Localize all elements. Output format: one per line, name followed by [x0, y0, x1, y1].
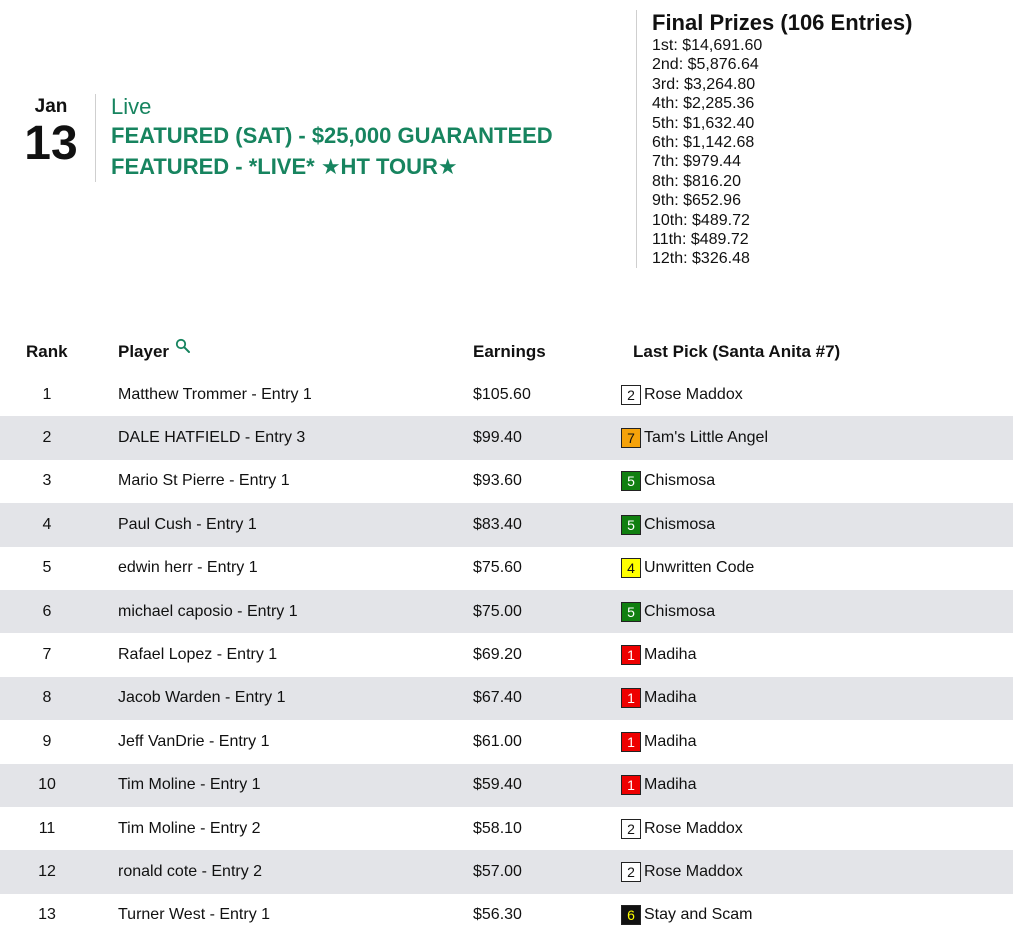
- earnings-cell: $93.60: [473, 472, 522, 490]
- last-pick: [621, 645, 696, 665]
- prize-item: 4th: $2,285.36: [652, 95, 755, 113]
- rank-cell: 12: [38, 862, 56, 880]
- earnings-cell: $69.20: [473, 646, 522, 664]
- prizes-title: Final Prizes (106 Entries): [652, 10, 913, 35]
- table-row[interactable]: [0, 807, 1013, 850]
- table-row[interactable]: [0, 677, 1013, 720]
- player-cell[interactable]: Tim Moline - Entry 1: [118, 776, 261, 794]
- rank-cell: 8: [42, 689, 52, 707]
- last-pick: [621, 515, 715, 535]
- earnings-cell: $58.10: [473, 819, 522, 837]
- event-title-line-2: FEATURED - *LIVE* ★HT TOUR★: [111, 154, 458, 179]
- last-pick: [621, 905, 753, 925]
- event-day: 13: [24, 117, 78, 170]
- rank-cell: 3: [42, 472, 52, 490]
- event-title-block: [111, 94, 553, 182]
- last-pick: [621, 819, 743, 839]
- post-position-badge: 1: [621, 645, 641, 665]
- table-row[interactable]: [0, 503, 1013, 546]
- post-position-badge: 5: [621, 515, 641, 535]
- last-pick-cell: [603, 460, 1013, 503]
- event-month: Jan: [34, 96, 68, 117]
- last-pick-cell: [603, 807, 1013, 850]
- earnings-cell: $75.00: [473, 602, 522, 620]
- player-cell[interactable]: Jeff VanDrie - Entry 1: [118, 732, 270, 750]
- last-pick: [621, 862, 743, 882]
- rank-cell: 9: [42, 732, 52, 750]
- last-pick-cell: [603, 894, 1013, 937]
- table-row[interactable]: [0, 633, 1013, 676]
- prize-item: 3rd: $3,264.80: [652, 75, 756, 93]
- horse-name: Rose Maddox: [644, 819, 743, 837]
- last-pick-cell: [603, 547, 1013, 590]
- player-cell[interactable]: Tim Moline - Entry 2: [118, 819, 261, 837]
- last-pick-cell: [603, 850, 1013, 893]
- last-pick-cell: [603, 590, 1013, 633]
- table-row[interactable]: [0, 416, 1013, 459]
- table-row[interactable]: [0, 590, 1013, 633]
- prize-item: 10th: $489.72: [652, 211, 750, 229]
- prize-list: [652, 36, 912, 269]
- post-position-badge: 5: [621, 602, 641, 622]
- table-row[interactable]: [0, 894, 1013, 937]
- table-row[interactable]: [0, 547, 1013, 590]
- post-position-badge: 2: [621, 385, 641, 405]
- header-rank: Rank: [26, 341, 68, 361]
- prize-item: 5th: $1,632.40: [652, 114, 755, 132]
- player-cell[interactable]: ronald cote - Entry 2: [118, 862, 263, 880]
- player-cell[interactable]: Jacob Warden - Entry 1: [118, 689, 286, 707]
- table-row[interactable]: [0, 850, 1013, 893]
- rank-cell: 5: [42, 559, 52, 577]
- horse-name: Rose Maddox: [644, 862, 743, 880]
- event-status: Live: [111, 94, 152, 119]
- post-position-badge: 5: [621, 471, 641, 491]
- post-position-badge: 2: [621, 819, 641, 839]
- rank-cell: 1: [42, 385, 52, 403]
- horse-name: Stay and Scam: [644, 906, 753, 924]
- header-divider-left: [95, 94, 96, 182]
- rank-cell: 7: [42, 646, 52, 664]
- prize-item: 12th: $326.48: [652, 250, 750, 268]
- last-pick-cell: [603, 503, 1013, 546]
- player-cell[interactable]: Mario St Pierre - Entry 1: [118, 472, 290, 490]
- last-pick: [621, 688, 696, 708]
- search-icon[interactable]: [175, 338, 191, 359]
- player-cell[interactable]: Paul Cush - Entry 1: [118, 515, 257, 533]
- post-position-badge: 7: [621, 428, 641, 448]
- prize-item: 11th: $489.72: [652, 231, 749, 249]
- earnings-cell: $61.00: [473, 732, 522, 750]
- post-position-badge: 1: [621, 732, 641, 752]
- earnings-cell: $57.00: [473, 862, 522, 880]
- earnings-cell: $56.30: [473, 906, 522, 924]
- player-cell[interactable]: Rafael Lopez - Entry 1: [118, 646, 278, 664]
- rank-cell: 2: [42, 429, 52, 447]
- header-player: [96, 330, 451, 373]
- table-header-row: [0, 330, 1013, 373]
- last-pick: [621, 385, 743, 405]
- header-player-label: Player: [118, 341, 170, 361]
- last-pick-cell: [603, 720, 1013, 763]
- leaderboard-table: [0, 330, 1013, 937]
- rank-cell: 4: [42, 515, 52, 533]
- prize-item: 2nd: $5,876.64: [652, 56, 759, 74]
- table-row[interactable]: [0, 764, 1013, 807]
- last-pick: [621, 558, 754, 578]
- rank-cell: 13: [38, 906, 56, 924]
- prize-item: 9th: $652.96: [652, 192, 741, 210]
- horse-name: Madiha: [644, 689, 697, 707]
- earnings-cell: $59.40: [473, 776, 522, 794]
- earnings-cell: $99.40: [473, 429, 522, 447]
- last-pick: [621, 775, 696, 795]
- player-cell[interactable]: DALE HATFIELD - Entry 3: [118, 429, 306, 447]
- horse-name: Chismosa: [644, 602, 716, 620]
- prize-item: 6th: $1,142.68: [652, 134, 755, 152]
- player-cell[interactable]: michael caposio - Entry 1: [118, 602, 298, 620]
- event-title-line-1: FEATURED (SAT) - $25,000 GUARANTEED: [111, 123, 553, 148]
- header-earnings: Earnings: [473, 341, 546, 361]
- last-pick: [621, 471, 715, 491]
- rank-cell: 11: [38, 819, 56, 837]
- last-pick: [621, 602, 715, 622]
- prize-item: 1st: $14,691.60: [652, 37, 763, 54]
- prize-item: 8th: $816.20: [652, 172, 741, 190]
- last-pick-cell: [603, 633, 1013, 676]
- last-pick-cell: [603, 416, 1013, 459]
- earnings-cell: $83.40: [473, 515, 522, 533]
- horse-name: Rose Maddox: [644, 385, 743, 403]
- player-cell[interactable]: edwin herr - Entry 1: [118, 559, 258, 577]
- rank-cell: 10: [38, 776, 56, 794]
- earnings-cell: $105.60: [473, 385, 531, 403]
- horse-name: Chismosa: [644, 472, 716, 490]
- table-row[interactable]: [0, 720, 1013, 763]
- last-pick: [621, 732, 696, 752]
- last-pick: [621, 428, 768, 448]
- prizes-panel: [652, 10, 912, 269]
- post-position-badge: 1: [621, 688, 641, 708]
- last-pick-cell: [603, 373, 1013, 416]
- table-row[interactable]: [0, 460, 1013, 503]
- horse-name: Madiha: [644, 776, 697, 794]
- table-row[interactable]: [0, 373, 1013, 416]
- horse-name: Tam's Little Angel: [644, 429, 769, 447]
- leaderboard-body: [0, 373, 1013, 937]
- post-position-badge: 1: [621, 775, 641, 795]
- earnings-cell: $75.60: [473, 559, 522, 577]
- player-cell[interactable]: Turner West - Entry 1: [118, 906, 271, 924]
- header-last-pick: Last Pick (Santa Anita #7): [633, 341, 841, 361]
- header-divider-right: [636, 10, 637, 268]
- horse-name: Unwritten Code: [644, 559, 755, 577]
- horse-name: Madiha: [644, 732, 697, 750]
- post-position-badge: 4: [621, 558, 641, 578]
- prize-item: 7th: $979.44: [652, 153, 741, 171]
- horse-name: Chismosa: [644, 515, 716, 533]
- horse-name: Madiha: [644, 646, 697, 664]
- last-pick-cell: [603, 764, 1013, 807]
- player-cell[interactable]: Matthew Trommer - Entry 1: [118, 385, 312, 403]
- post-position-badge: 2: [621, 862, 641, 882]
- rank-cell: 6: [42, 602, 52, 620]
- post-position-badge: 6: [621, 905, 641, 925]
- event-date: [18, 96, 84, 170]
- earnings-cell: $67.40: [473, 689, 522, 707]
- last-pick-cell: [603, 677, 1013, 720]
